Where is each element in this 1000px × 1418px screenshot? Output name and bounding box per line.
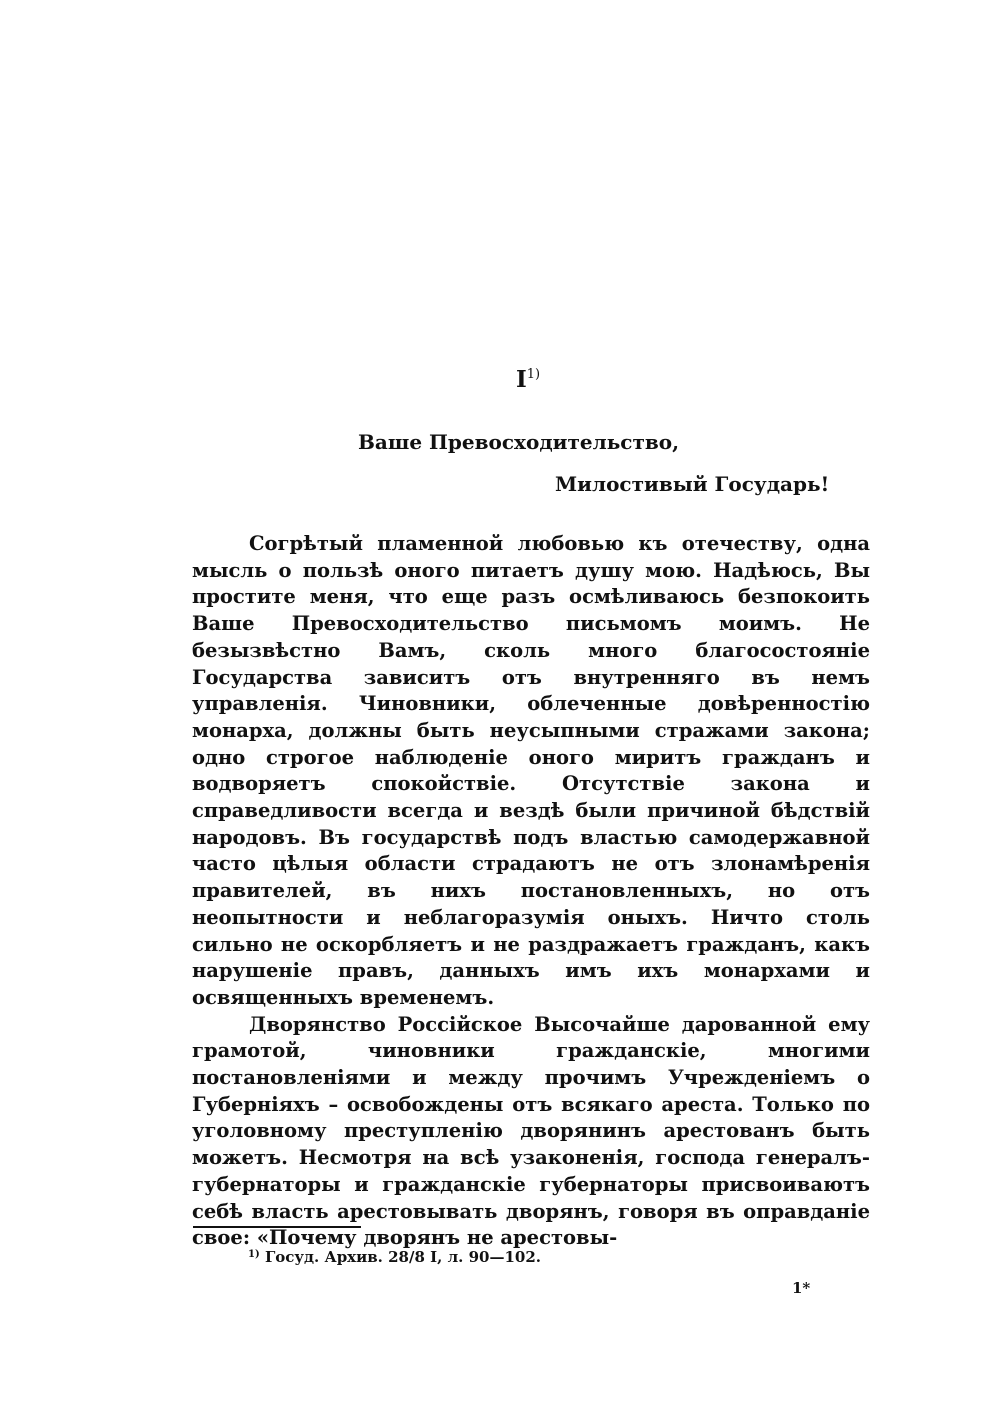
salutation-line-1: Ваше Превосходительство,: [358, 430, 680, 454]
page-number: 1*: [792, 1279, 811, 1297]
footnote-text: Госуд. Архив. 28/8 I, л. 90—102.: [264, 1248, 542, 1266]
footnote: [248, 1248, 541, 1266]
section-heading: [0, 366, 1000, 393]
heading-footnote-ref[interactable]: 1): [526, 367, 541, 382]
paragraph-2: Дворянство Россійское Высочайше дарованной ему грамотой, чиновники гражданскіе, многими постановленіями и между прочимъ Учрежденіемъ о Губерніяхъ – освобождены отъ всякаго ареста. Только по уголовному преступленію дворянинъ арестованъ быть можетъ. Несмотря на всѣ узаконенія, господа генералъ-губернаторы и гражданскіе губернаторы присвоиваютъ себѣ власть арестовывать дворянъ, говоря въ оправданіе свое: «Почему дворянъ не арестовы-: [192, 1012, 870, 1250]
footnote-divider: [193, 1226, 361, 1228]
salutation-line-2: Милостивый Государь!: [555, 472, 830, 496]
section-number: I: [515, 366, 527, 393]
paragraph-1: Согрѣтый пламенной любовью къ отечеству, одна мысль о пользѣ оного питаетъ душу мою. Надѣюсь, Вы простите меня, что еще разъ осмѣливаюсь безпокоить Ваше Превосходительство письмомъ моимъ. Не безызвѣстно Вамъ, сколь много благосостояніе Государства зависитъ отъ внутренняго въ немъ управленія. Чиновники, облеченные довѣренностію монарха, должны быть неусыпными стражами закона; одно строгое наблюденіе оного миритъ гражданъ и водворяетъ спокойствіе. Отсутствіе закона и справедливости всегда и вездѣ были причиной бѣдствій народовъ. Въ государствѣ подъ властью самодержавной часто цѣлыя области страдаютъ не отъ злонамѣренія правителей, въ нихъ постановленныхъ, но отъ неопытности и неблагоразумія оныхъ. Ничто столь сильно не оскорбляетъ и не раздражаетъ гражданъ, какъ нарушеніе правъ, данныхъ имъ ихъ монархами и освященныхъ временемъ.: [192, 532, 870, 1009]
letter-body: [192, 531, 870, 1252]
footnote-marker: 1): [248, 1249, 260, 1260]
